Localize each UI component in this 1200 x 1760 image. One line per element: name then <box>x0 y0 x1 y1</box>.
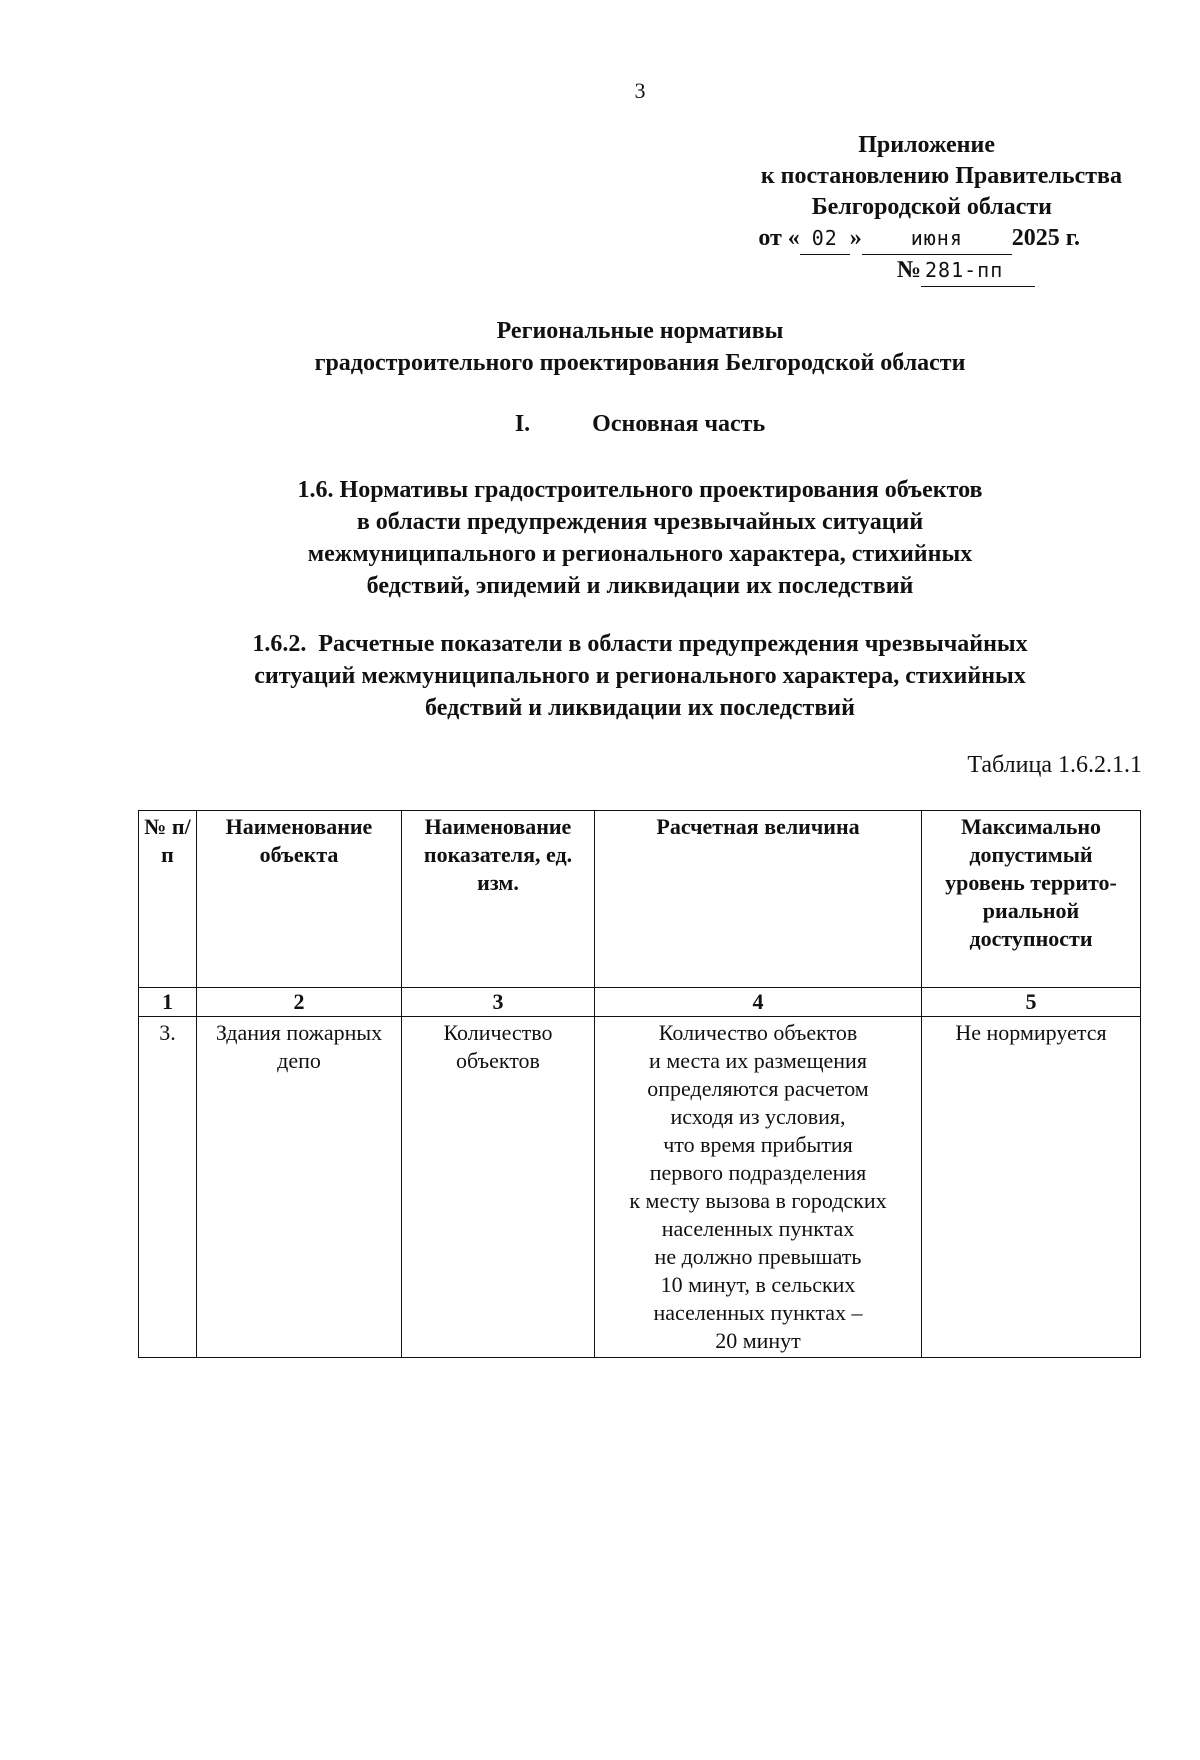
appendix-title: Приложение <box>858 132 995 158</box>
column-number-cell: 5 <box>922 988 1141 1017</box>
header-cell-max-level <box>922 811 1141 988</box>
appendix-region: Белгородской области <box>811 194 1052 220</box>
header-cell-object <box>197 811 402 988</box>
document-title <box>0 315 1200 379</box>
appendix-number <box>700 255 1160 287</box>
column-number-cell: 1 <box>139 988 197 1017</box>
object-name-cell <box>197 1017 402 1358</box>
subsubsection-title-line: бедствий и ликвидации их последствий <box>425 695 855 721</box>
header-text: п/п <box>161 814 191 867</box>
header-text: Максимально <box>960 814 1101 839</box>
appendix-date <box>700 223 1160 255</box>
header-text: террито- <box>1030 870 1117 895</box>
header-cell-number <box>139 811 197 988</box>
date-year: 2025 г. <box>1011 225 1080 251</box>
date-month: июня <box>862 223 1012 255</box>
number-prefix: № <box>896 257 921 283</box>
cell-text: Здания пожарных <box>215 1020 383 1045</box>
page-number: 3 <box>634 78 646 103</box>
cell-text: что время прибытия <box>663 1132 853 1157</box>
cell-text: населенных пунктах – <box>653 1300 863 1325</box>
cell-text: исходя из условия, <box>670 1104 846 1129</box>
cell-text: первого подразделения <box>649 1160 867 1185</box>
cell-text: 20 минут <box>715 1328 801 1353</box>
header-cell-indicator <box>402 811 595 988</box>
cell-text: Количество <box>443 1020 553 1045</box>
subsubsection-title-line: ситуаций межмуниципального и регионального характера, стихийных <box>254 663 1026 689</box>
table-label: Таблица 1.6.2.1.1 <box>967 752 1142 778</box>
cell-text: определяются расчетом <box>647 1076 869 1101</box>
section-title <box>0 408 1200 440</box>
header-text: Наименование <box>225 814 373 839</box>
document-title-line: Региональные нормативы <box>496 318 784 344</box>
value-cell <box>595 1017 922 1358</box>
cell-text: объектов <box>456 1048 540 1073</box>
row-number-cell: 3. <box>139 1017 197 1358</box>
date-prefix: от « <box>758 225 800 251</box>
header-text: уровень <box>945 870 1025 895</box>
header-text: риальной <box>982 898 1080 923</box>
header-text: показателя, <box>423 842 541 867</box>
cell-text: не должно превышать <box>654 1244 862 1269</box>
section-number: I. <box>514 411 531 437</box>
cell-text: депо <box>277 1048 321 1073</box>
indicator-cell <box>402 1017 595 1358</box>
cell-text: и места их размещения <box>649 1048 867 1073</box>
subsection-title-line: 1.6. Нормативы градостроительного проектирования объектов <box>297 477 983 503</box>
table-row <box>139 1017 1141 1358</box>
cell-text: к месту вызова в городских <box>629 1188 887 1213</box>
section-name: Основная часть <box>592 411 766 437</box>
norms-table <box>138 810 1141 1358</box>
header-cell-value <box>595 811 922 988</box>
header-text: объекта <box>259 842 339 867</box>
header-text: доступности <box>969 926 1093 951</box>
header-text: ед. изм. <box>477 842 573 895</box>
cell-text: населенных пунктах <box>661 1216 855 1241</box>
header-text: Наименование <box>424 814 572 839</box>
appendix-reference: к постановлению Правительства <box>760 163 1122 189</box>
document-title-line: градостроительного проектирования Белгородской области <box>314 350 966 376</box>
header-text: № <box>144 814 167 839</box>
header-text: Расчетная величина <box>656 814 860 839</box>
appendix-block <box>700 130 1160 287</box>
date-mid: » <box>849 225 862 251</box>
subsubsection-title <box>0 628 1200 724</box>
table-header-row <box>139 811 1141 988</box>
subsection-title-line: бедствий, эпидемий и ликвидации их последствий <box>366 573 914 599</box>
subsubsection-title-line: 1.6.2. Расчетные показатели в области предупреждения чрезвычайных <box>252 631 1028 657</box>
date-day: 02 <box>800 223 850 255</box>
column-number-row <box>139 988 1141 1017</box>
cell-text: 10 минут, в сельских <box>660 1272 856 1297</box>
subsection-title-line: межмуниципального и регионального характера, стихийных <box>307 541 973 567</box>
column-number-cell: 2 <box>197 988 402 1017</box>
cell-text: Количество объектов <box>658 1020 858 1045</box>
subsection-title <box>0 474 1200 602</box>
max-level-cell: Не нормируется <box>922 1017 1141 1358</box>
subsection-title-line: в области предупреждения чрезвычайных ситуаций <box>356 509 924 535</box>
resolution-number: 281-пп <box>921 255 1035 287</box>
header-text: допустимый <box>969 842 1093 867</box>
column-number-cell: 4 <box>595 988 922 1017</box>
column-number-cell: 3 <box>402 988 595 1017</box>
